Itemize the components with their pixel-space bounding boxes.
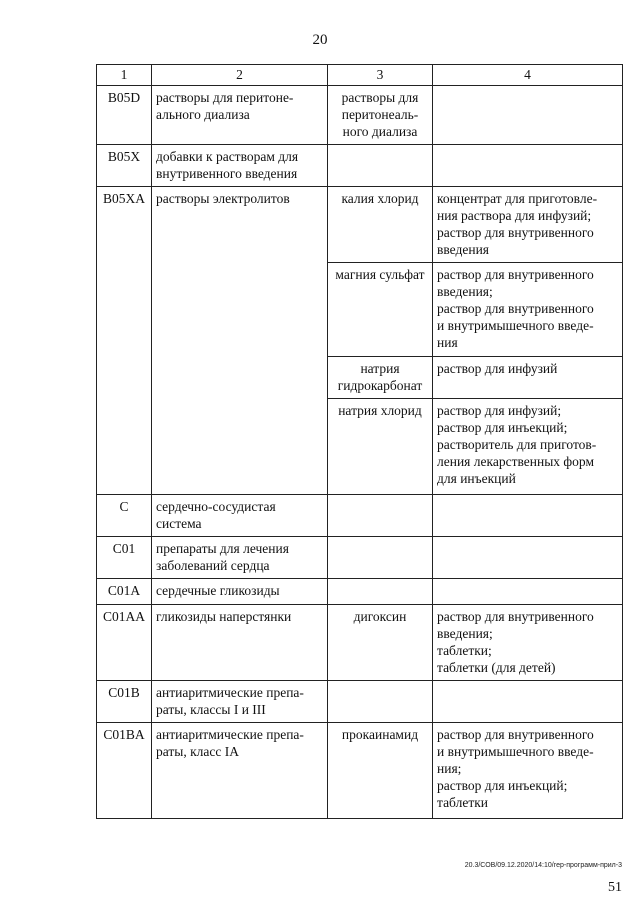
header-col-4: 4 (433, 65, 623, 86)
drug-name: калия хлорид (328, 187, 433, 263)
dosage-forms (433, 495, 623, 537)
atc-code: B05XA (97, 187, 152, 495)
atc-group: добавки к растворам для внутривенного введения (152, 145, 328, 187)
dosage-forms (433, 579, 623, 605)
drug-name: растворы для перитонеаль- ного диализа (328, 86, 433, 145)
drug-name: натрия гидрокарбонат (328, 357, 433, 399)
table-row (97, 681, 623, 723)
drug-name: магния сульфат (328, 263, 433, 357)
atc-group: сердечные гликозиды (152, 579, 328, 605)
atc-group: растворы электролитов (152, 187, 328, 495)
dosage-forms: раствор для инфузий (433, 357, 623, 399)
dosage-forms: раствор для внутривенного и внутримышечного введе- ния; раствор для инъекций; таблетки (433, 723, 623, 819)
dosage-forms: раствор для внутривенного введения; раствор для внутривенного и внутримышечного введе- ния (433, 263, 623, 357)
atc-code: C01B (97, 681, 152, 723)
atc-code: C01A (97, 579, 152, 605)
table-row (97, 579, 623, 605)
drug-name: натрия хлорид (328, 399, 433, 495)
table-row (97, 86, 623, 145)
table-row (97, 537, 623, 579)
table-row (97, 605, 623, 681)
document-code: 20.3/СОВ/09.12.2020/14:10/гер-программ-прил-3 (464, 862, 622, 869)
drug-name (328, 537, 433, 579)
atc-group: антиаритмические препа- раты, класс IA (152, 723, 328, 819)
table-row (97, 187, 623, 263)
dosage-forms (433, 537, 623, 579)
table-row (97, 723, 623, 819)
dosage-forms (433, 86, 623, 145)
atc-group: гликозиды наперстянки (152, 605, 328, 681)
table-row (97, 145, 623, 187)
table-header-row (97, 65, 623, 86)
header-col-1: 1 (97, 65, 152, 86)
atc-code: B05D (97, 86, 152, 145)
drug-name (328, 495, 433, 537)
page-number: 20 (312, 32, 328, 48)
drug-name (328, 681, 433, 723)
dosage-forms (433, 145, 623, 187)
footer-page-number: 51 (608, 880, 622, 895)
atc-code: B05X (97, 145, 152, 187)
dosage-forms: раствор для внутривенного введения; таблетки; таблетки (для детей) (433, 605, 623, 681)
atc-group: растворы для перитоне- ального диализа (152, 86, 328, 145)
drug-name: прокаинамид (328, 723, 433, 819)
header-col-3: 3 (328, 65, 433, 86)
header-col-2: 2 (152, 65, 328, 86)
atc-code: C01 (97, 537, 152, 579)
atc-code: C01BA (97, 723, 152, 819)
drug-name (328, 579, 433, 605)
dosage-forms: раствор для инфузий; раствор для инъекций; растворитель для приготов- ления лекарственных форм для инъекций (433, 399, 623, 495)
drug-name (328, 145, 433, 187)
atc-code: C01AA (97, 605, 152, 681)
table-row (97, 495, 623, 537)
dosage-forms: концентрат для приготовле- ния раствора для инфузий; раствор для внутривенного введения (433, 187, 623, 263)
atc-group: сердечно-сосудистая система (152, 495, 328, 537)
atc-group: антиаритмические препа- раты, классы I и III (152, 681, 328, 723)
drug-table (96, 64, 623, 819)
atc-group: препараты для лечения заболеваний сердца (152, 537, 328, 579)
dosage-forms (433, 681, 623, 723)
atc-code: C (97, 495, 152, 537)
drug-name: дигоксин (328, 605, 433, 681)
